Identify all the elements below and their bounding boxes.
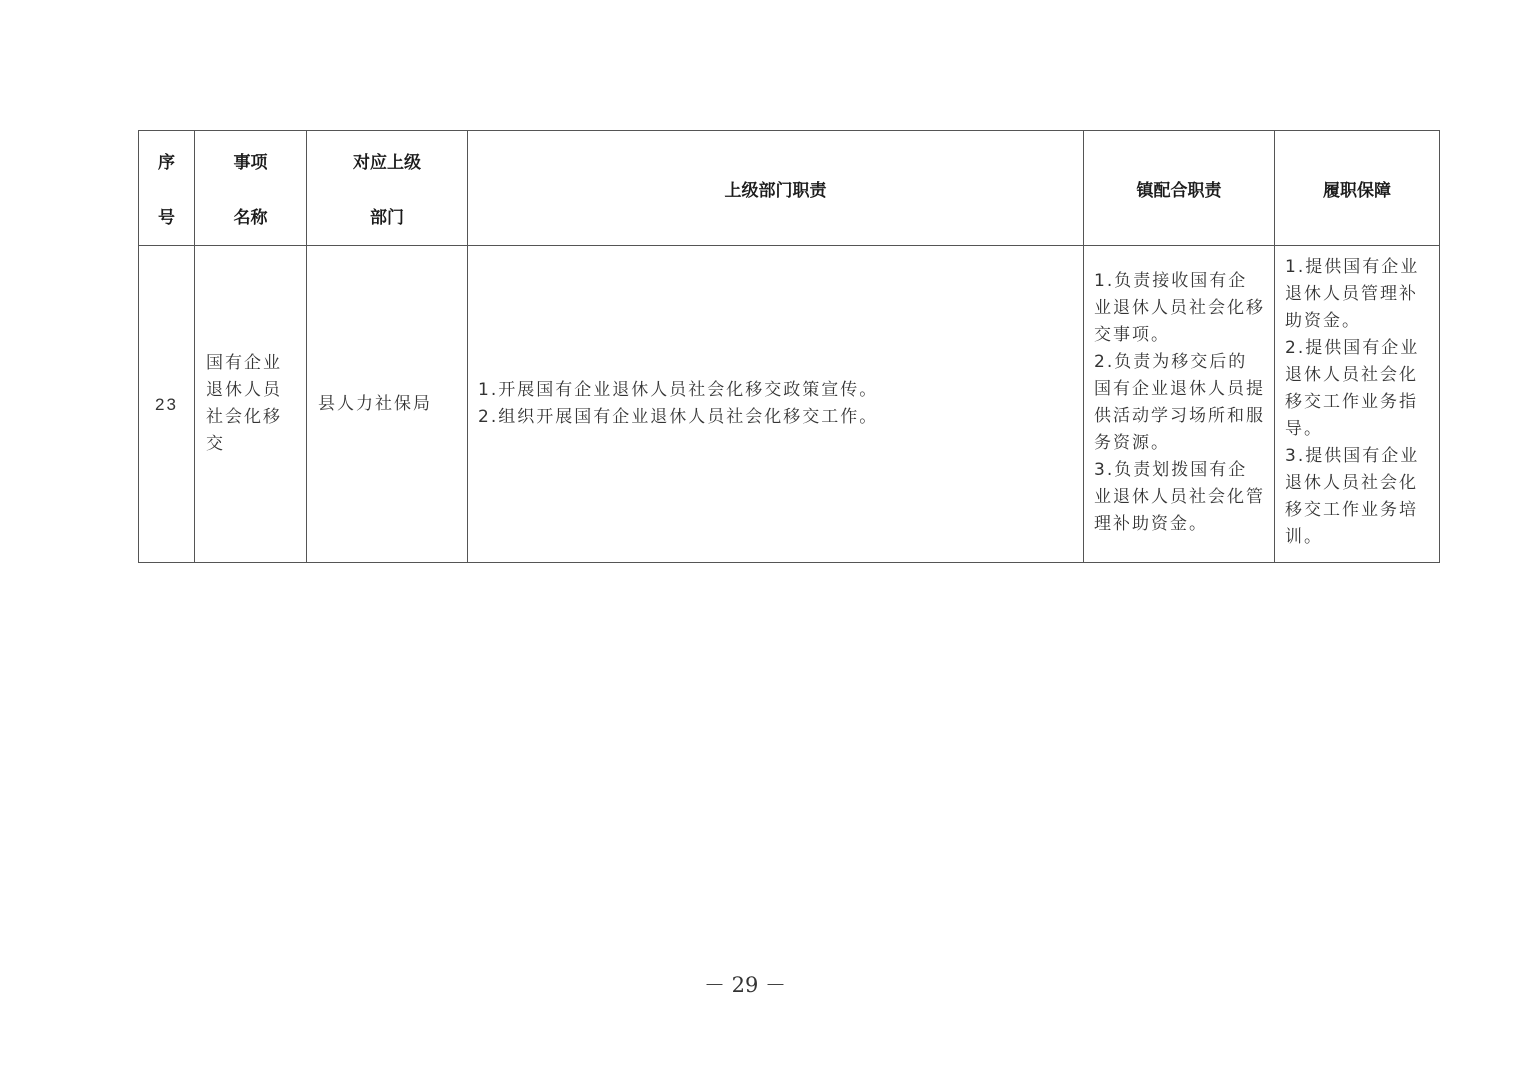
guarantee-item: 2.提供国有企业退休人员社会化移交工作业务指导。 — [1285, 338, 1420, 439]
upper-duty-item: 2.组织开展国有企业退休人员社会化移交工作。 — [478, 407, 879, 427]
header-seq — [139, 131, 195, 246]
header-item-name — [195, 131, 307, 246]
guarantee-item: 3.提供国有企业退休人员社会化移交工作业务培训。 — [1285, 446, 1420, 547]
header-upper-duty: 上级部门职责 — [468, 131, 1084, 246]
page-number: － 29 － — [703, 973, 787, 997]
duty-table — [138, 130, 1440, 563]
town-duty-item: 3.负责划拨国有企业退休人员社会化管理补助资金。 — [1094, 460, 1265, 534]
header-name-line-1: 事项 — [233, 153, 268, 173]
header-seq-line-1: 序 — [158, 153, 175, 173]
header-seq-line-2: 号 — [158, 208, 175, 228]
header-upper-dept — [307, 131, 468, 246]
table-header-row — [139, 131, 1440, 246]
upper-duty-item: 1.开展国有企业退休人员社会化移交政策宣传。 — [478, 380, 879, 400]
cell-upper-duty — [468, 246, 1084, 563]
cell-seq: 23 — [139, 246, 195, 563]
header-name-line-2: 名称 — [233, 208, 268, 228]
town-duty-item: 2.负责为移交后的国有企业退休人员提供活动学习场所和服务资源。 — [1094, 352, 1265, 453]
guarantee-item: 1.提供国有企业退休人员管理补助资金。 — [1285, 257, 1420, 331]
table-row — [139, 246, 1440, 563]
town-duty-item: 1.负责接收国有企业退休人员社会化移交事项。 — [1094, 271, 1265, 345]
header-guarantee: 履职保障 — [1275, 131, 1440, 246]
cell-item-name: 国有企业退休人员社会化移交 — [195, 246, 307, 563]
header-town-duty: 镇配合职责 — [1084, 131, 1275, 246]
cell-guarantee — [1275, 246, 1440, 563]
cell-upper-dept: 县人力社保局 — [307, 246, 468, 563]
header-dept-line-1: 对应上级 — [353, 153, 421, 173]
cell-town-duty — [1084, 246, 1275, 563]
header-dept-line-2: 部门 — [370, 208, 404, 228]
